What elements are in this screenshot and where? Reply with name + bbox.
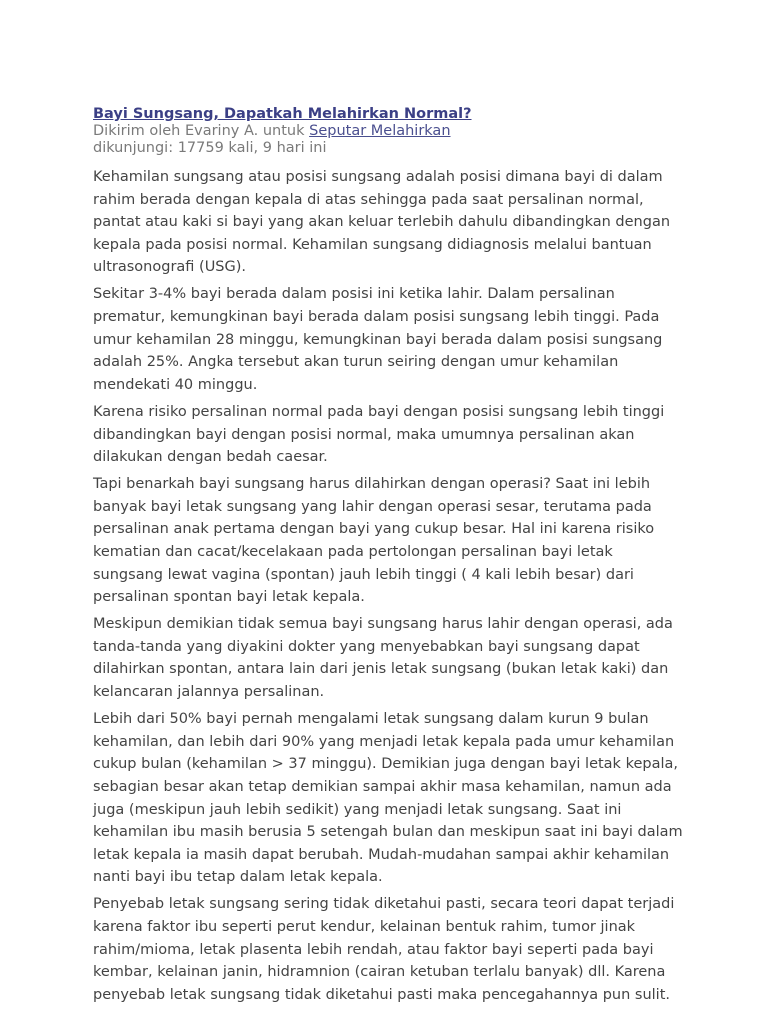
paragraph-line: sungsang lewat vagina (spontan) jauh lebih tinggi ( 4 kali lebih besar) dari xyxy=(93,566,634,583)
paragraph-line: banyak bayi letak sungsang yang lahir dengan operasi sesar, terutama pada xyxy=(93,498,652,515)
paragraph-line: persalinan anak pertama dengan bayi yang cukup besar. Hal ini karena risiko xyxy=(93,521,655,538)
paragraph-line: kehamilan, dan lebih dari 90% yang menjadi letak kepala pada umur kehamilan xyxy=(93,733,675,750)
paragraph-line: rahim/mioma, letak plasenta lebih rendah, atau faktor bayi seperti pada bayi xyxy=(93,941,654,958)
byline-prefix: Dikirim oleh Evariny A. untuk xyxy=(93,123,310,139)
paragraph-line: persalinan spontan bayi letak kepala. xyxy=(93,589,365,606)
paragraph-line: Penyebab letak sungsang sering tidak diketahui pasti, secara teori dapat terjadi xyxy=(93,896,675,913)
article xyxy=(93,106,733,1011)
paragraph-line: adalah 25%. Angka tersebut akan turun seiring dengan umur kehamilan xyxy=(93,354,619,371)
paragraph-line: Kehamilan sungsang atau posisi sungsang adalah posisi dimana bayi di dalam xyxy=(93,169,663,185)
paragraph-line: cukup bulan (kehamilan > 37 minggu). Demikian juga dengan bayi letak kepala, xyxy=(93,756,678,773)
paragraph xyxy=(93,283,733,396)
visit-count: dikunjungi: 17759 kali, 9 hari ini xyxy=(93,139,327,156)
paragraph-line: dibandingkan bayi dengan posisi normal, maka umumnya persalinan akan xyxy=(93,426,635,443)
paragraph xyxy=(93,708,733,889)
paragraph-line: dilahirkan spontan, antara lain dari jenis letak sungsang (bukan letak kaki) dan xyxy=(93,661,669,678)
paragraph-line: kepala pada posisi normal. Kehamilan sungsang didiagnosis melalui bantuan xyxy=(93,236,652,253)
paragraph xyxy=(93,613,733,703)
paragraph-line: letak kepala ia masih dapat berubah. Mudah-mudahan sampai akhir kehamilan xyxy=(93,846,670,863)
paragraph-line: umur kehamilan 28 minggu, kemungkinan bayi berada dalam posisi sungsang xyxy=(93,331,663,348)
paragraph-line: sebagian besar akan tetap demikian sampai akhir masa kehamilan, namun ada xyxy=(93,778,672,795)
paragraph-line: Sekitar 3-4% bayi berada dalam posisi ini ketika lahir. Dalam persalinan xyxy=(93,286,615,303)
paragraph-line: tanda-tanda yang diyakini dokter yang menyebabkan bayi sungsang dapat xyxy=(93,638,640,655)
paragraph-line: nanti bayi ibu tetap dalam letak kepala. xyxy=(93,869,383,886)
category-link[interactable]: Seputar Melahirkan xyxy=(309,123,451,139)
byline xyxy=(93,123,733,140)
paragraph-line: rahim berada dengan kepala di atas sehingga pada saat persalinan normal, xyxy=(93,191,644,208)
paragraph xyxy=(93,473,733,609)
paragraph-line: Meskipun demikian tidak semua bayi sungsang harus lahir dengan operasi, ada xyxy=(93,616,673,633)
paragraph xyxy=(93,166,733,279)
paragraph xyxy=(93,401,733,469)
paragraph-line: dilakukan dengan bedah caesar. xyxy=(93,449,328,466)
paragraph-line: juga (meskipun jauh lebih sedikit) yang menjadi letak sungsang. Saat ini xyxy=(93,801,622,818)
paragraph-line: Tapi benarkah bayi sungsang harus dilahirkan dengan operasi? Saat ini lebih xyxy=(93,476,651,493)
paragraph-line: Karena risiko persalinan normal pada bayi dengan posisi sungsang lebih tinggi xyxy=(93,403,665,420)
paragraph-line: karena faktor ibu seperti perut kendur, kelainan bentuk rahim, tumor jinak xyxy=(93,919,636,935)
paragraph-line: penyebab letak sungsang tidak diketahui pasti maka pencegahannya pun sulit. xyxy=(93,986,670,1003)
paragraph-line: mendekati 40 minggu. xyxy=(93,376,258,393)
article-body xyxy=(93,166,733,1006)
paragraph xyxy=(93,893,733,1006)
paragraph-line: kematian dan cacat/kecelakaan pada pertolongan persalinan bayi letak xyxy=(93,544,613,560)
paragraph-line: kelancaran jalannya persalinan. xyxy=(93,684,325,701)
paragraph-line: kehamilan ibu masih berusia 5 setengah bulan dan meskipun saat ini bayi dalam xyxy=(93,824,683,841)
article-title-link[interactable]: Bayi Sungsang, Dapatkah Melahirkan Normal? xyxy=(93,106,472,122)
paragraph-line: ultrasonografi (USG). xyxy=(93,259,247,276)
paragraph-line: pantat atau kaki si bayi yang akan keluar terlebih dahulu dibandingkan dengan xyxy=(93,214,671,231)
paragraph-line: prematur, kemungkinan bayi berada dalam posisi sungsang lebih tinggi. Pada xyxy=(93,309,660,326)
paragraph-line: kembar, kelainan janin, hidramnion (cairan ketuban terlalu banyak) dll. Karena xyxy=(93,964,666,981)
paragraph-line: Lebih dari 50% bayi pernah mengalami letak sungsang dalam kurun 9 bulan xyxy=(93,711,649,728)
